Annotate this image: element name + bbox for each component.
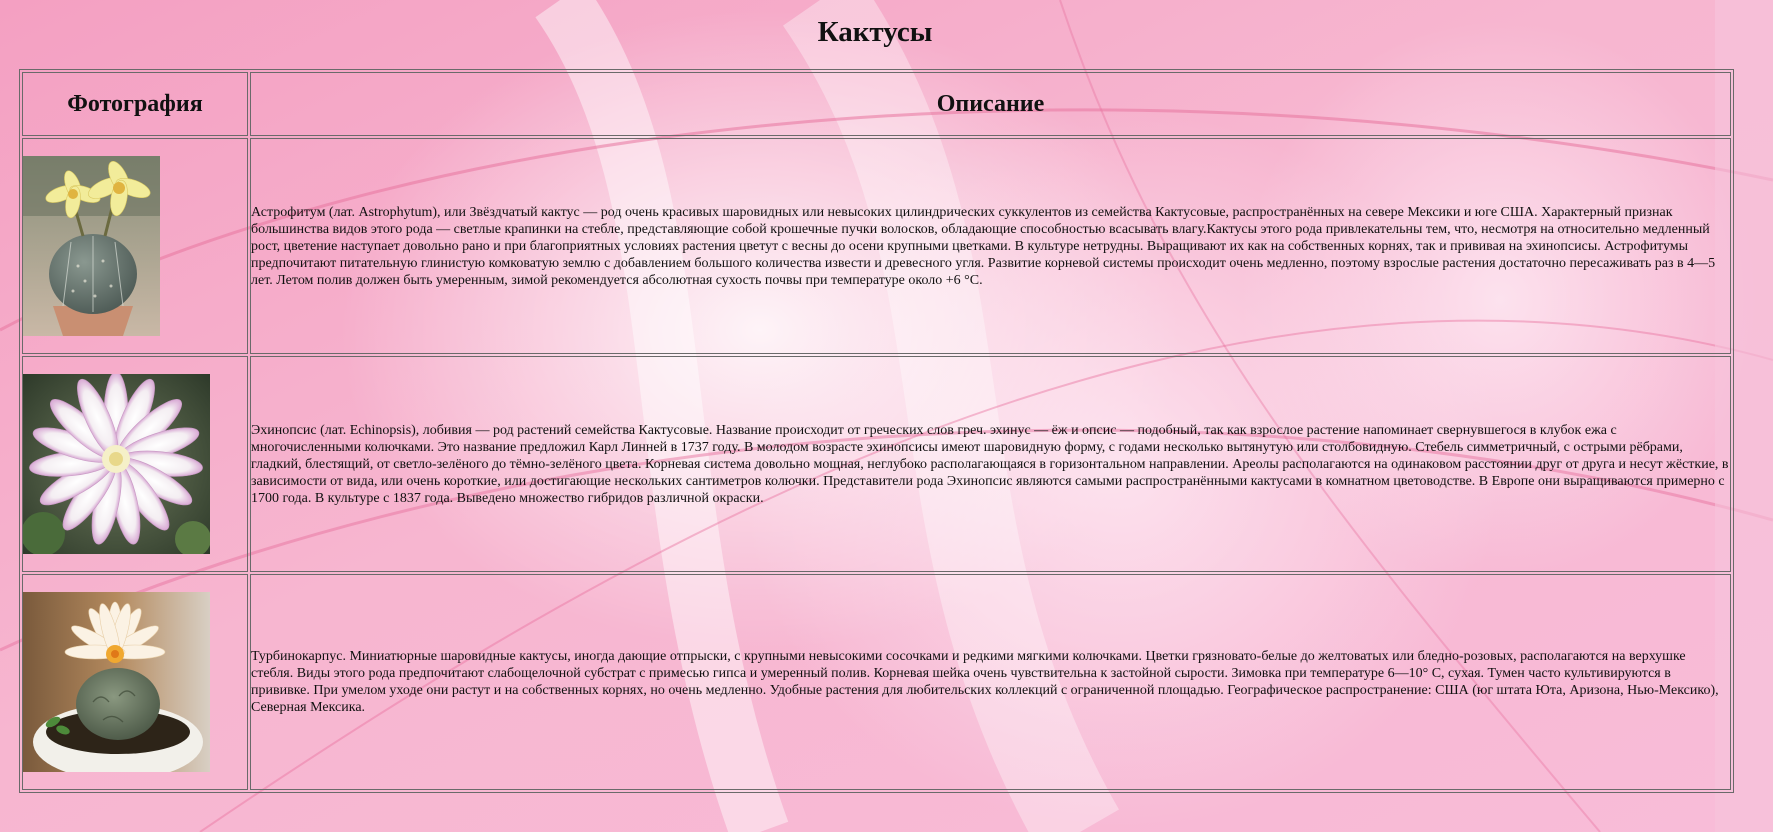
turbinicarpus-photo — [23, 592, 210, 772]
photo-cell — [22, 138, 248, 354]
description-cell: Астрофитум (лат. Astrophytum), или Звёздчатый кактус — род очень красивых шаровидных или невысоких цилиндрических суккулентов из семейства Кактусовые, распространённых на севере Мексики и юге США. Характерный признак большинства видов этого рода — светлые крапинки на стебле, представляющие собой крошечные пучки волосков, обладающие способностью всасывать влагу.Кактусы этого рода привлекательны тем, что, несмотря на относительно медленный рост, цветение наступает довольно рано и при благоприятных условиях растения цветут с весны до осени крупными цветками. В культуре нетрудны. Выращивают их как на собственных корнях, так и прививая на эхинопсисы. Астрофитумы предпочитают питательную глинистую комковатую землю с добавлением большого количества извести и древесного угля. Развитие корневой системы происходит очень медленно, поэтому взрослые растения достаточно пересаживать раз в 4—5 лет. Летом полив должен быть умеренным, зимой рекомендуется абсолютная сухость почвы при температуре около +6 °C. — [250, 138, 1731, 354]
table-row — [22, 574, 1731, 790]
photo-column-header: Фотография — [22, 72, 248, 136]
photo-cell — [22, 356, 248, 572]
description-cell: Эхинопсис (лат. Echinopsis), лобивия — род растений семейства Кактусовые. Название происходит от греческих слов греч. эхинус — ёж и опсис — подобный, так как взрослое растение напоминает свернувшегося в клубок ежа с многочисленными колючками. Это название предложил Карл Линней в 1737 году. В молодом возрасте эхинопсисы имеют шаровидную форму, с годами несколько вытянутую или столбовидную. Стебель симметричный, с острыми рёбрами, гладкий, блестящий, от светло-зелёного до тёмно-зелёного цвета. Корневая система довольно мощная, неглубоко располагающаяся в горизонтальном направлении. Ареолы располагаются на одинаковом расстоянии друг от друга и несут жёсткие, в зависимости от вида, или очень короткие, или достигающие нескольких сантиметров колючки. Представители рода Эхинопсис являются самыми распространёнными кактусами в комнатном цветоводстве. В Европе они выращиваются примерно с 1700 года. В культуре с 1837 года. Выведено множество гибридов различной окраски. — [250, 356, 1731, 572]
description-cell: Турбинокарпус. Миниатюрные шаровидные кактусы, иногда дающие отпрыски, с крупными невысокими сосочками и редкими мягкими колючками. Цветки грязновато-белые до желтоватых или бледно-розовых, располагаются на верхушке стебля. Виды этого рода предпочитают слабощелочной субстрат с примесью гипса и умеренный полив. Корневая шейка очень чувствительна к застойной сырости. Зимовка при температуре 6—10° C, сухая. Тумен часто культивируются в прививке. При умелом уходе они растут и на собственных корнях, но очень медленно. Удобные растения для любительских коллекций с ограниченной площадью. Географическое распространение: США (юг штата Юта, Аризона, Нью-Мексико), Северная Мексика. — [250, 574, 1731, 790]
page-title: Кактусы — [817, 16, 933, 48]
photo-cell — [22, 574, 248, 790]
table-row — [22, 138, 1731, 354]
astrophytum-photo — [23, 156, 160, 336]
echinopsis-photo — [23, 374, 210, 554]
table-row — [22, 356, 1731, 572]
table-header-row — [22, 72, 1731, 136]
cacti-table — [19, 69, 1734, 793]
description-column-header: Описание — [250, 72, 1731, 136]
